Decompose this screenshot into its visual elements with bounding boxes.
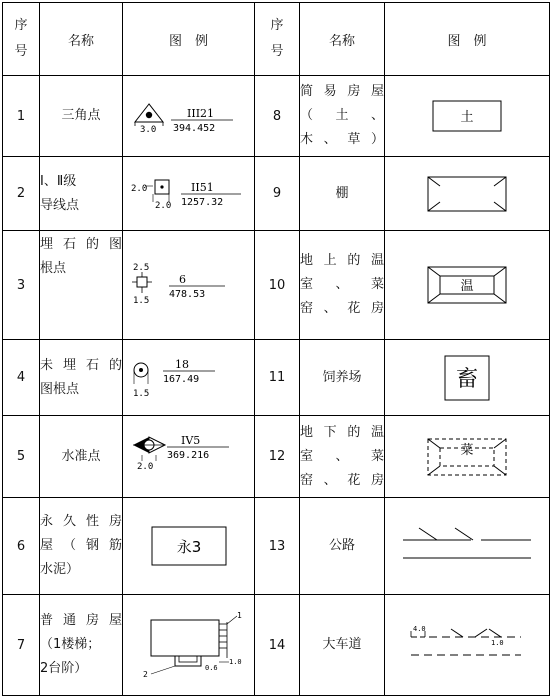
triangulation-point-symbol — [123, 76, 255, 157]
house-label: 永3 — [176, 538, 201, 556]
livestock-farm-symbol — [385, 340, 550, 416]
name-line: 普通房屋 — [40, 613, 122, 628]
name-line: 窑、花房 — [300, 301, 384, 316]
row-name — [300, 157, 385, 231]
elevation: 1257.32 — [180, 196, 223, 208]
greenhouse-symbol — [385, 231, 550, 340]
permanent-house-symbol — [123, 498, 255, 595]
row-name — [40, 231, 123, 340]
name-line: 屋（钢筋 — [40, 538, 122, 553]
name-line: 未埋石的 — [40, 357, 122, 373]
name-line: 地上的温 — [300, 253, 384, 268]
name-line: （土、 — [300, 108, 384, 123]
row-num: 9 — [255, 157, 300, 231]
row-name — [300, 76, 385, 157]
dim-label: 2.0 — [136, 461, 153, 472]
dim-label: 1.0 — [491, 639, 504, 647]
dim-label: 1.5 — [132, 388, 149, 399]
elevation: 167.49 — [162, 373, 199, 385]
row-name: 大车道 — [300, 595, 385, 696]
dim-label: 2.0 — [130, 183, 147, 194]
header-row — [3, 3, 550, 76]
row-num: 13 — [255, 498, 300, 595]
callout-number: 2 — [142, 670, 148, 678]
elevation: 394.452 — [172, 123, 215, 134]
name-line: 埋石的图 — [40, 237, 122, 252]
name-line: 图根点 — [40, 381, 80, 397]
underground-greenhouse-symbol — [385, 416, 550, 498]
legend-table — [2, 2, 550, 696]
header-seq — [3, 3, 40, 76]
row-name: 三角点 — [40, 76, 123, 157]
ordinary-house-symbol — [123, 595, 255, 696]
row-num: 2 — [3, 157, 40, 231]
name-line: 简易房屋 — [300, 84, 384, 99]
dim-label: 1.5 — [132, 296, 149, 306]
name-line: 窑、花房 — [300, 472, 384, 488]
row-name: 水准点 — [40, 416, 123, 498]
name-line: 木、草） — [300, 132, 384, 147]
greenhouse-label: 温 — [460, 279, 474, 294]
shed-symbol — [385, 157, 550, 231]
row-name — [300, 416, 385, 498]
name-line: 地下的温 — [300, 424, 384, 440]
row-num: 12 — [255, 416, 300, 498]
row-num: 4 — [3, 340, 40, 416]
row-num: 6 — [3, 498, 40, 595]
cellar-label: 菜 — [460, 442, 474, 458]
benchmark-symbol — [123, 416, 255, 498]
name-line: 2台阶） — [40, 661, 88, 676]
name-line: （1楼梯； — [40, 637, 101, 652]
house-label: 土 — [460, 110, 474, 125]
row-num: 3 — [3, 231, 40, 340]
name-line: 永久性房 — [40, 514, 122, 529]
table-row — [3, 76, 550, 157]
elevation: 478.53 — [168, 289, 205, 300]
cart-road-symbol — [385, 595, 550, 696]
header-legend-2: 图 例 — [385, 3, 550, 76]
header-name: 名称 — [40, 3, 123, 76]
header-seq-bottom-2: 号 — [270, 44, 284, 59]
row-num: 7 — [3, 595, 40, 696]
header-seq-bottom: 号 — [14, 44, 28, 59]
name-line: Ⅰ、Ⅱ级 — [40, 173, 77, 189]
elevation: 369.216 — [166, 449, 209, 461]
dim-label: 0.6 — [204, 664, 218, 672]
point-number: IV5 — [180, 434, 200, 447]
unburied-control-point-symbol — [123, 340, 255, 416]
name-line: 室、菜 — [300, 277, 384, 292]
table-row — [3, 498, 550, 595]
row-num: 11 — [255, 340, 300, 416]
header-name-2: 名称 — [300, 3, 385, 76]
shed-label: 棚 — [335, 185, 349, 201]
table-row — [3, 416, 550, 498]
row-name: 饲养场 — [300, 340, 385, 416]
row-num: 10 — [255, 231, 300, 340]
row-name: 公路 — [300, 498, 385, 595]
header-seq-top: 序 — [14, 18, 28, 33]
row-name — [40, 157, 123, 231]
name-line: 水泥） — [40, 562, 80, 577]
row-name — [40, 498, 123, 595]
table-row — [3, 157, 550, 231]
name-line: 根点 — [40, 261, 67, 276]
row-num: 1 — [3, 76, 40, 157]
row-name — [40, 595, 123, 696]
table-row — [3, 340, 550, 416]
table-row — [3, 231, 550, 340]
point-number: III21 — [186, 107, 214, 120]
dim-label: 4.0 — [413, 625, 426, 633]
point-number: 6 — [178, 273, 186, 286]
header-seq-2 — [255, 3, 300, 76]
buried-control-point-symbol — [123, 231, 255, 340]
row-name — [300, 231, 385, 340]
livestock-label: 畜 — [455, 366, 479, 392]
row-name — [40, 340, 123, 416]
callout-number: 1 — [236, 612, 242, 620]
name-line: 导线点 — [40, 197, 80, 213]
point-number: II51 — [190, 180, 214, 194]
header-legend: 图 例 — [123, 3, 255, 76]
dim-label: 2.0 — [154, 200, 171, 211]
row-num: 14 — [255, 595, 300, 696]
row-num: 5 — [3, 416, 40, 498]
row-num: 8 — [255, 76, 300, 157]
highway-symbol — [385, 498, 550, 595]
traverse-point-symbol — [123, 157, 255, 231]
name-line: 室、菜 — [300, 448, 384, 464]
table-row — [3, 595, 550, 696]
dim-label: 3.0 — [139, 125, 156, 135]
simple-house-symbol — [385, 76, 550, 157]
point-number: 18 — [174, 357, 189, 371]
dim-label: 1.0 — [228, 658, 242, 666]
header-seq-top-2: 序 — [270, 18, 284, 33]
dim-label: 2.5 — [132, 263, 149, 273]
